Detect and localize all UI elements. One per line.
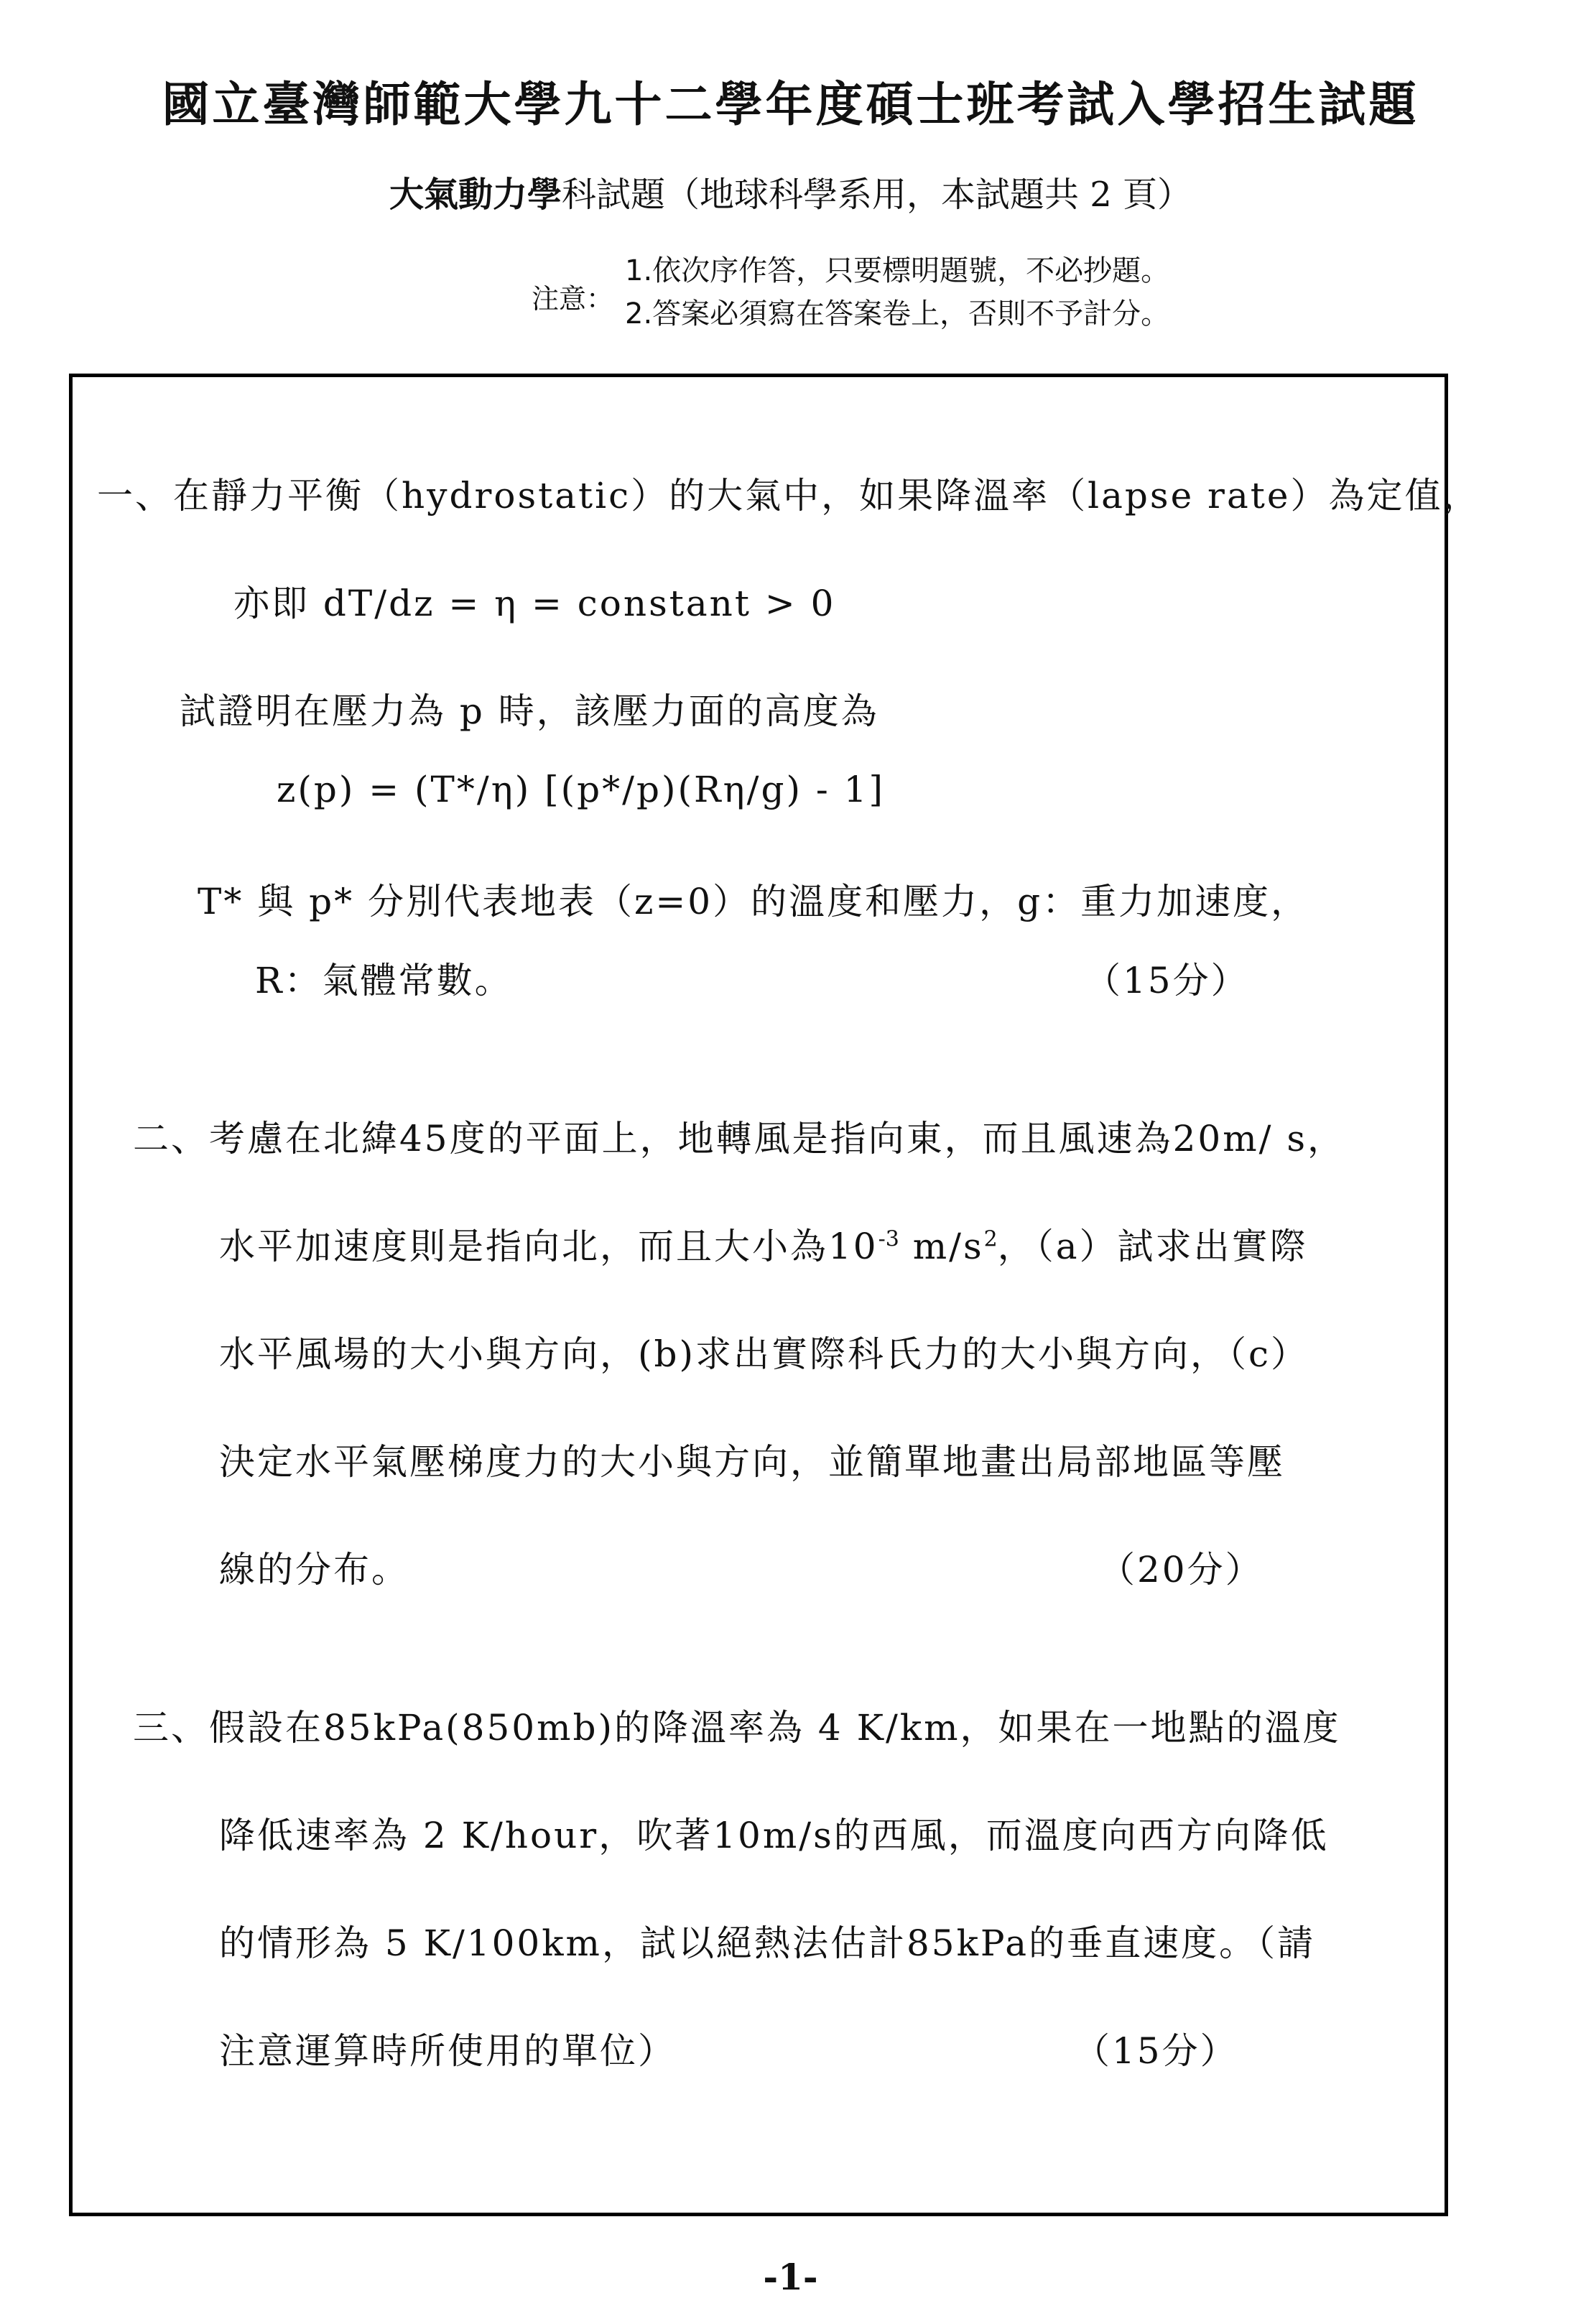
q2-score: （20分） (1099, 1549, 1264, 1591)
q3-line-1: 三、假設在85kPa(850mb)的降溫率為 4 K/km，如果在一地點的溫度 (133, 1707, 1341, 1749)
q3-line-2: 降低速率為 2 K/hour，吹著10m/s的西風，而溫度向西方向降低 (219, 1815, 1329, 1856)
notice-item-2: 2.答案必須寫在答案卷上，否則不予計分。 (625, 297, 1170, 330)
q1-line-2: 亦即 dT/dz = η = constant > 0 (233, 583, 836, 624)
page-number: -1- (763, 2256, 818, 2298)
q2-line-2-tail: ，（a）試求出實際 (997, 1226, 1308, 1267)
exam-title: 國立臺灣師範大學九十二學年度碩士班考試入學招生試題 (162, 76, 1419, 132)
notice-label: 注意： (532, 283, 614, 315)
q1-formula: z(p) = (T*/η) [(p*/p)(Rη/g) - 1] (277, 769, 885, 810)
q2-unit: m/s (899, 1226, 984, 1267)
q2-line-2-text: 水平加速度則是指向北，而且大小為10 (219, 1226, 878, 1267)
q2-line-3: 水平風場的大小與方向，(b)求出實際科氏力的大小與方向，（c） (219, 1333, 1309, 1375)
subtitle-rest: 科試題（地球科學系用，本試題共 2 頁） (561, 175, 1192, 215)
exam-subtitle (0, 167, 1581, 216)
subject-name: 大氣動力學 (389, 175, 562, 215)
q3-score: （15分） (1074, 2030, 1238, 2072)
q2-line-5: 線的分布。 (219, 1549, 409, 1591)
q1-line-3: 試證明在壓力為 p 時，該壓力面的高度為 (180, 690, 879, 732)
q3-line-4: 注意運算時所使用的單位） (219, 2030, 676, 2072)
q1-line-5: T* 與 p* 分別代表地表（z=0）的溫度和壓力，g：重力加速度， (198, 881, 1309, 922)
notice-item-1: 1.依次序作答，只要標明題號，不必抄題。 (625, 254, 1170, 287)
q2-line-2 (219, 1218, 1308, 1269)
q2-unit-exponent: 2 (983, 1226, 998, 1252)
q3-line-3: 的情形為 5 K/100km，試以絕熱法估計85kPa的垂直速度。（請 (219, 1922, 1316, 1964)
q1-line-1: 一、在靜力平衡（hydrostatic）的大氣中，如果降溫率（lapse rate）為定值， (97, 475, 1481, 517)
q2-exponent: -3 (878, 1226, 899, 1252)
q1-line-6: R：氣體常數。 (255, 960, 513, 1001)
q2-line-4: 決定水平氣壓梯度力的大小與方向，並簡單地畫出局部地區等壓 (219, 1441, 1285, 1483)
q2-line-1: 二、考慮在北緯45度的平面上，地轉風是指向東，而且風速為20m/ s， (133, 1118, 1346, 1159)
q1-score: （15分） (1085, 960, 1249, 1001)
